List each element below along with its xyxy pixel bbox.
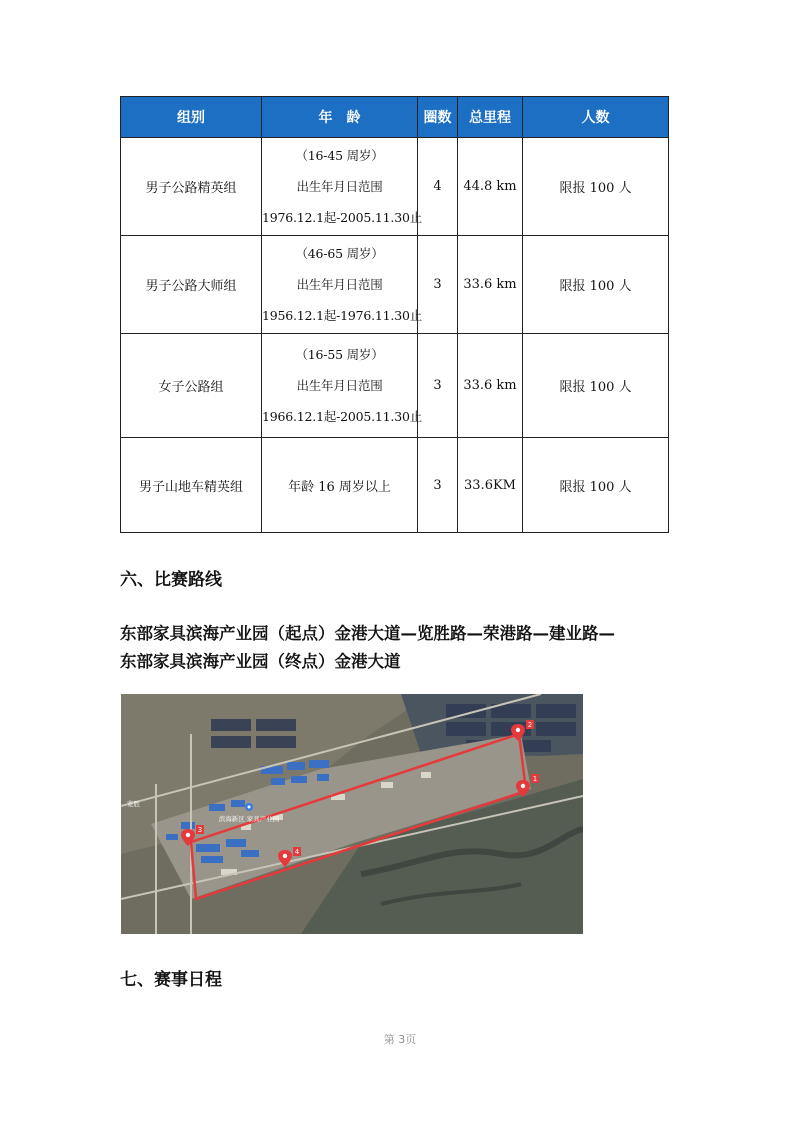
cell-distance: 33.6KM bbox=[458, 438, 523, 533]
age-range: （46-65 周岁） bbox=[295, 246, 384, 261]
section-7-heading: 七、赛事日程 bbox=[120, 970, 222, 990]
cell-laps: 3 bbox=[418, 236, 458, 334]
cell-group: 男子公路大师组 bbox=[121, 236, 262, 334]
birth-range: 1956.12.1起-1976.11.30止 bbox=[262, 308, 423, 323]
place-label: 滨海新区 家具产业园 bbox=[218, 815, 280, 823]
cell-distance: 33.6 km bbox=[458, 236, 523, 334]
birth-range: 1976.12.1起-2005.11.30止 bbox=[262, 210, 423, 225]
place-pin-icon bbox=[245, 803, 253, 811]
age-range: 年龄 16 周岁以上 bbox=[288, 479, 391, 495]
birth-range-label: 出生年月日范围 bbox=[296, 277, 383, 292]
birth-range-label: 出生年月日范围 bbox=[296, 179, 383, 194]
road-label: 览胜 bbox=[127, 800, 140, 808]
route-map bbox=[121, 694, 583, 934]
cell-group: 男子山地车精英组 bbox=[121, 438, 262, 533]
marker-1-label: 1 bbox=[532, 775, 538, 783]
table-row bbox=[121, 438, 669, 533]
cell-limit: 限报 100 人 bbox=[523, 138, 669, 236]
table-row bbox=[121, 236, 669, 334]
marker-3-label: 3 bbox=[197, 826, 203, 834]
age-range: （16-45 周岁） bbox=[295, 148, 384, 163]
cell-limit: 限报 100 人 bbox=[523, 236, 669, 334]
birth-range: 1966.12.1起-2005.11.30止 bbox=[262, 409, 423, 424]
header-distance: 总里程 bbox=[458, 97, 523, 138]
header-people: 人数 bbox=[523, 97, 669, 138]
cell-laps: 3 bbox=[418, 438, 458, 533]
cell-laps: 4 bbox=[418, 138, 458, 236]
route-description-line-2: 东部家具滨海产业园（终点）金港大道 bbox=[120, 652, 401, 671]
cell-limit: 限报 100 人 bbox=[523, 334, 669, 438]
cell-laps: 3 bbox=[418, 334, 458, 438]
cell-age bbox=[262, 138, 423, 236]
header-group: 组别 bbox=[121, 97, 262, 138]
cell-age bbox=[262, 334, 423, 438]
table-header-row bbox=[121, 97, 669, 138]
header-laps: 圈数 bbox=[418, 97, 458, 138]
marker-2-label: 2 bbox=[527, 721, 533, 729]
birth-range-label: 出生年月日范围 bbox=[296, 378, 383, 393]
cell-age bbox=[262, 236, 423, 334]
cell-group: 男子公路精英组 bbox=[121, 138, 262, 236]
age-range: （16-55 周岁） bbox=[295, 347, 384, 362]
cell-group: 女子公路组 bbox=[121, 334, 262, 438]
table-row bbox=[121, 334, 669, 438]
section-6-heading: 六、比赛路线 bbox=[120, 570, 222, 590]
header-age: 年 龄 bbox=[262, 97, 418, 138]
marker-4-label: 4 bbox=[294, 848, 300, 856]
route-description-line-1: 东部家具滨海产业园（起点）金港大道—览胜路—荣港路—建业路— bbox=[120, 624, 615, 643]
cell-limit: 限报 100 人 bbox=[523, 438, 669, 533]
table-row bbox=[121, 138, 669, 236]
cell-distance: 44.8 km bbox=[458, 138, 523, 236]
cell-distance: 33.6 km bbox=[458, 334, 523, 438]
page-number: 第 3页 bbox=[383, 1033, 417, 1046]
cell-age bbox=[262, 438, 418, 533]
category-table bbox=[120, 96, 669, 533]
